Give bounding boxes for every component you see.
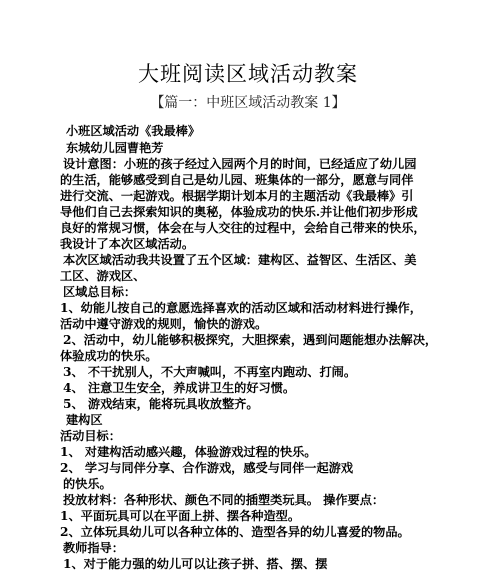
body-line: 投放材料：各种形状、颜色不同的插塑类玩具。 操作要点： (63, 493, 385, 507)
document-subtitle: 【篇一：中班区域活动教案 1】 (150, 95, 346, 111)
document-title: 大班阅读区域活动教案 (138, 62, 358, 86)
body-line: 工区、游戏区、 (60, 269, 146, 283)
body-line: 体验成功的快乐。 (60, 349, 158, 363)
body-line: 导他们自己去探索知识的奥秘，体验成功的快乐.并让他们初步形成 (60, 205, 418, 219)
body-line: 东城幼儿园曹艳芳 (66, 141, 164, 155)
body-line: 1、幼能儿按自己的意愿选择喜欢的活动区域和活动材料进行操作， (60, 301, 422, 315)
body-line: 2、 学习与同伴分享、合作游戏，感受与同伴一起游戏 (60, 461, 354, 475)
body-line: 5、 游戏结束，能将玩具收放整齐。 (63, 397, 259, 411)
body-line: 设计意图：小班的孩子经过入园两个月的时间，已经适应了幼儿园 (63, 157, 417, 171)
body-line: 1、对于能力强的幼儿可以让孩子拼、搭、摆、摆 (63, 557, 328, 571)
body-line: 2、活动中，幼儿能够积极探究，大胆探索，遇到问题能想办法解决， (63, 333, 438, 347)
body-line: 本次区域活动我共设置了五个区域：建构区、益智区、生活区、美 (63, 253, 417, 267)
body-line: 1、平面玩具可以在平面上拼、摆各种造型。 (60, 509, 301, 523)
body-line: 教师指导： (63, 541, 124, 555)
body-line: 小班区域活动《我最棒》 (66, 124, 201, 138)
body-line: 的快乐。 (63, 477, 112, 491)
body-line: 区域总目标： (63, 285, 137, 299)
body-line: 活动中遵守游戏的规则，愉快的游戏。 (60, 317, 268, 331)
body-line: 良好的常规习惯，体会在与人交往的过程中，会给自己带来的快乐， (60, 221, 426, 235)
body-line: 4、 注意卫生安全，养成讲卫生的好习惯。 (63, 381, 296, 395)
body-line: 进行交流、一起游戏。根据学期计划本月的主题活动《我最棒》引 (60, 189, 414, 203)
body-line: 活动目标： (60, 429, 121, 443)
body-line: 2、立体玩具幼儿可以各种立体的、造型各异的幼儿喜爱的物品。 (60, 525, 410, 539)
body-line: 1、 对建构活动感兴趣，体验游戏过程的快乐。 (60, 445, 317, 459)
section-heading: 建构区 (66, 413, 103, 427)
body-line: 3、 不干扰别人，不大声喊叫，不再室内跑动、打闹。 (63, 365, 357, 379)
body-line: 我设计了本次区域活动。 (60, 237, 195, 251)
body-line: 的生活，能够感受到自己是幼儿园、班集体的一部分，愿意与同伴 (60, 173, 414, 187)
